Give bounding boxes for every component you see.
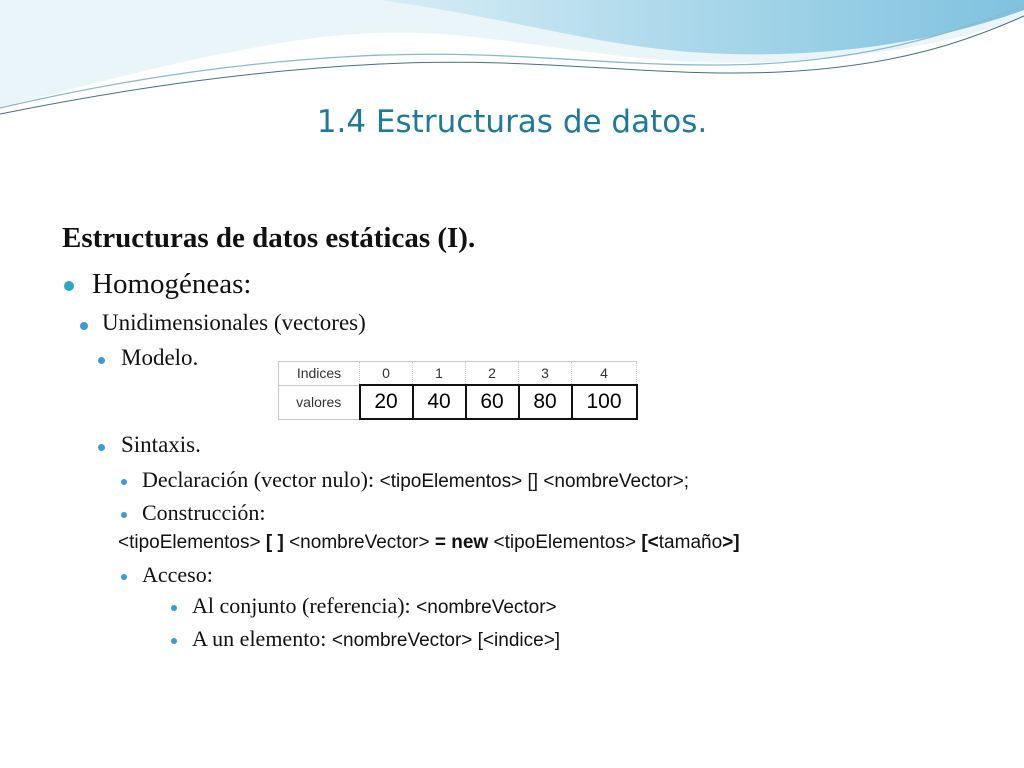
code-part: <tipoElementos> [118, 532, 266, 553]
bullet-icon [121, 512, 127, 518]
bullet-icon [121, 574, 127, 580]
bullet-homogeneas: Homogéneas: [92, 268, 252, 300]
construccion-code [118, 532, 740, 554]
conjunto-code: <nombreVector> [416, 597, 557, 618]
bullet-conjunto [192, 593, 557, 619]
code-part: [< [641, 532, 659, 553]
index-cell: 1 [413, 362, 466, 386]
bullet-modelo: Modelo. [121, 345, 199, 370]
value-cell: 40 [413, 385, 466, 419]
bullet-icon [171, 638, 177, 644]
bullet-construccion: Construcción: [142, 500, 266, 525]
index-cell: 4 [572, 362, 637, 386]
bullet-acceso: Acceso: [142, 562, 213, 587]
row-label-indices: Indices [279, 362, 360, 386]
section-heading: Estructuras de datos estáticas (I). [62, 222, 476, 254]
code-part: <tipoElementos> [493, 532, 642, 553]
bullet-unidimensionales: Unidimensionales (vectores) [102, 310, 366, 335]
index-cell: 2 [466, 362, 519, 386]
bullet-sintaxis: Sintaxis. [121, 432, 201, 457]
bullet-icon [171, 605, 177, 611]
value-cell: 20 [360, 385, 413, 419]
declaracion-label: Declaración (vector nulo): [142, 467, 375, 492]
declaracion-code: <tipoElementos> [] <nombreVector>; [379, 471, 690, 492]
code-part: >] [722, 532, 740, 553]
bullet-declaracion [142, 467, 689, 493]
index-cell: 0 [360, 362, 413, 386]
value-cell: 100 [572, 385, 637, 419]
conjunto-label: Al conjunto (referencia): [192, 593, 411, 618]
index-cell: 3 [519, 362, 572, 386]
value-cell: 80 [519, 385, 572, 419]
elemento-code: <nombreVector> [<indice>] [331, 630, 561, 651]
elemento-label: A un elemento: [192, 626, 327, 651]
bullet-icon [98, 444, 105, 451]
bullet-icon [64, 281, 74, 291]
bullet-icon [121, 479, 127, 485]
bullet-icon [80, 322, 88, 330]
table-row-valores [279, 385, 637, 419]
bullet-elemento [192, 626, 560, 652]
code-part: tamaño [658, 532, 723, 553]
code-part: = [434, 532, 452, 553]
vector-model-table [278, 361, 638, 420]
code-part: new [451, 532, 494, 553]
row-label-valores: valores [279, 385, 360, 419]
bullet-icon [98, 357, 105, 364]
code-part: <nombreVector> [283, 532, 435, 553]
slide-title: 1.4 Estructuras de datos. [316, 104, 708, 140]
code-part: [ ] [265, 532, 284, 553]
value-cell: 60 [466, 385, 519, 419]
table-row-indices [279, 362, 637, 386]
